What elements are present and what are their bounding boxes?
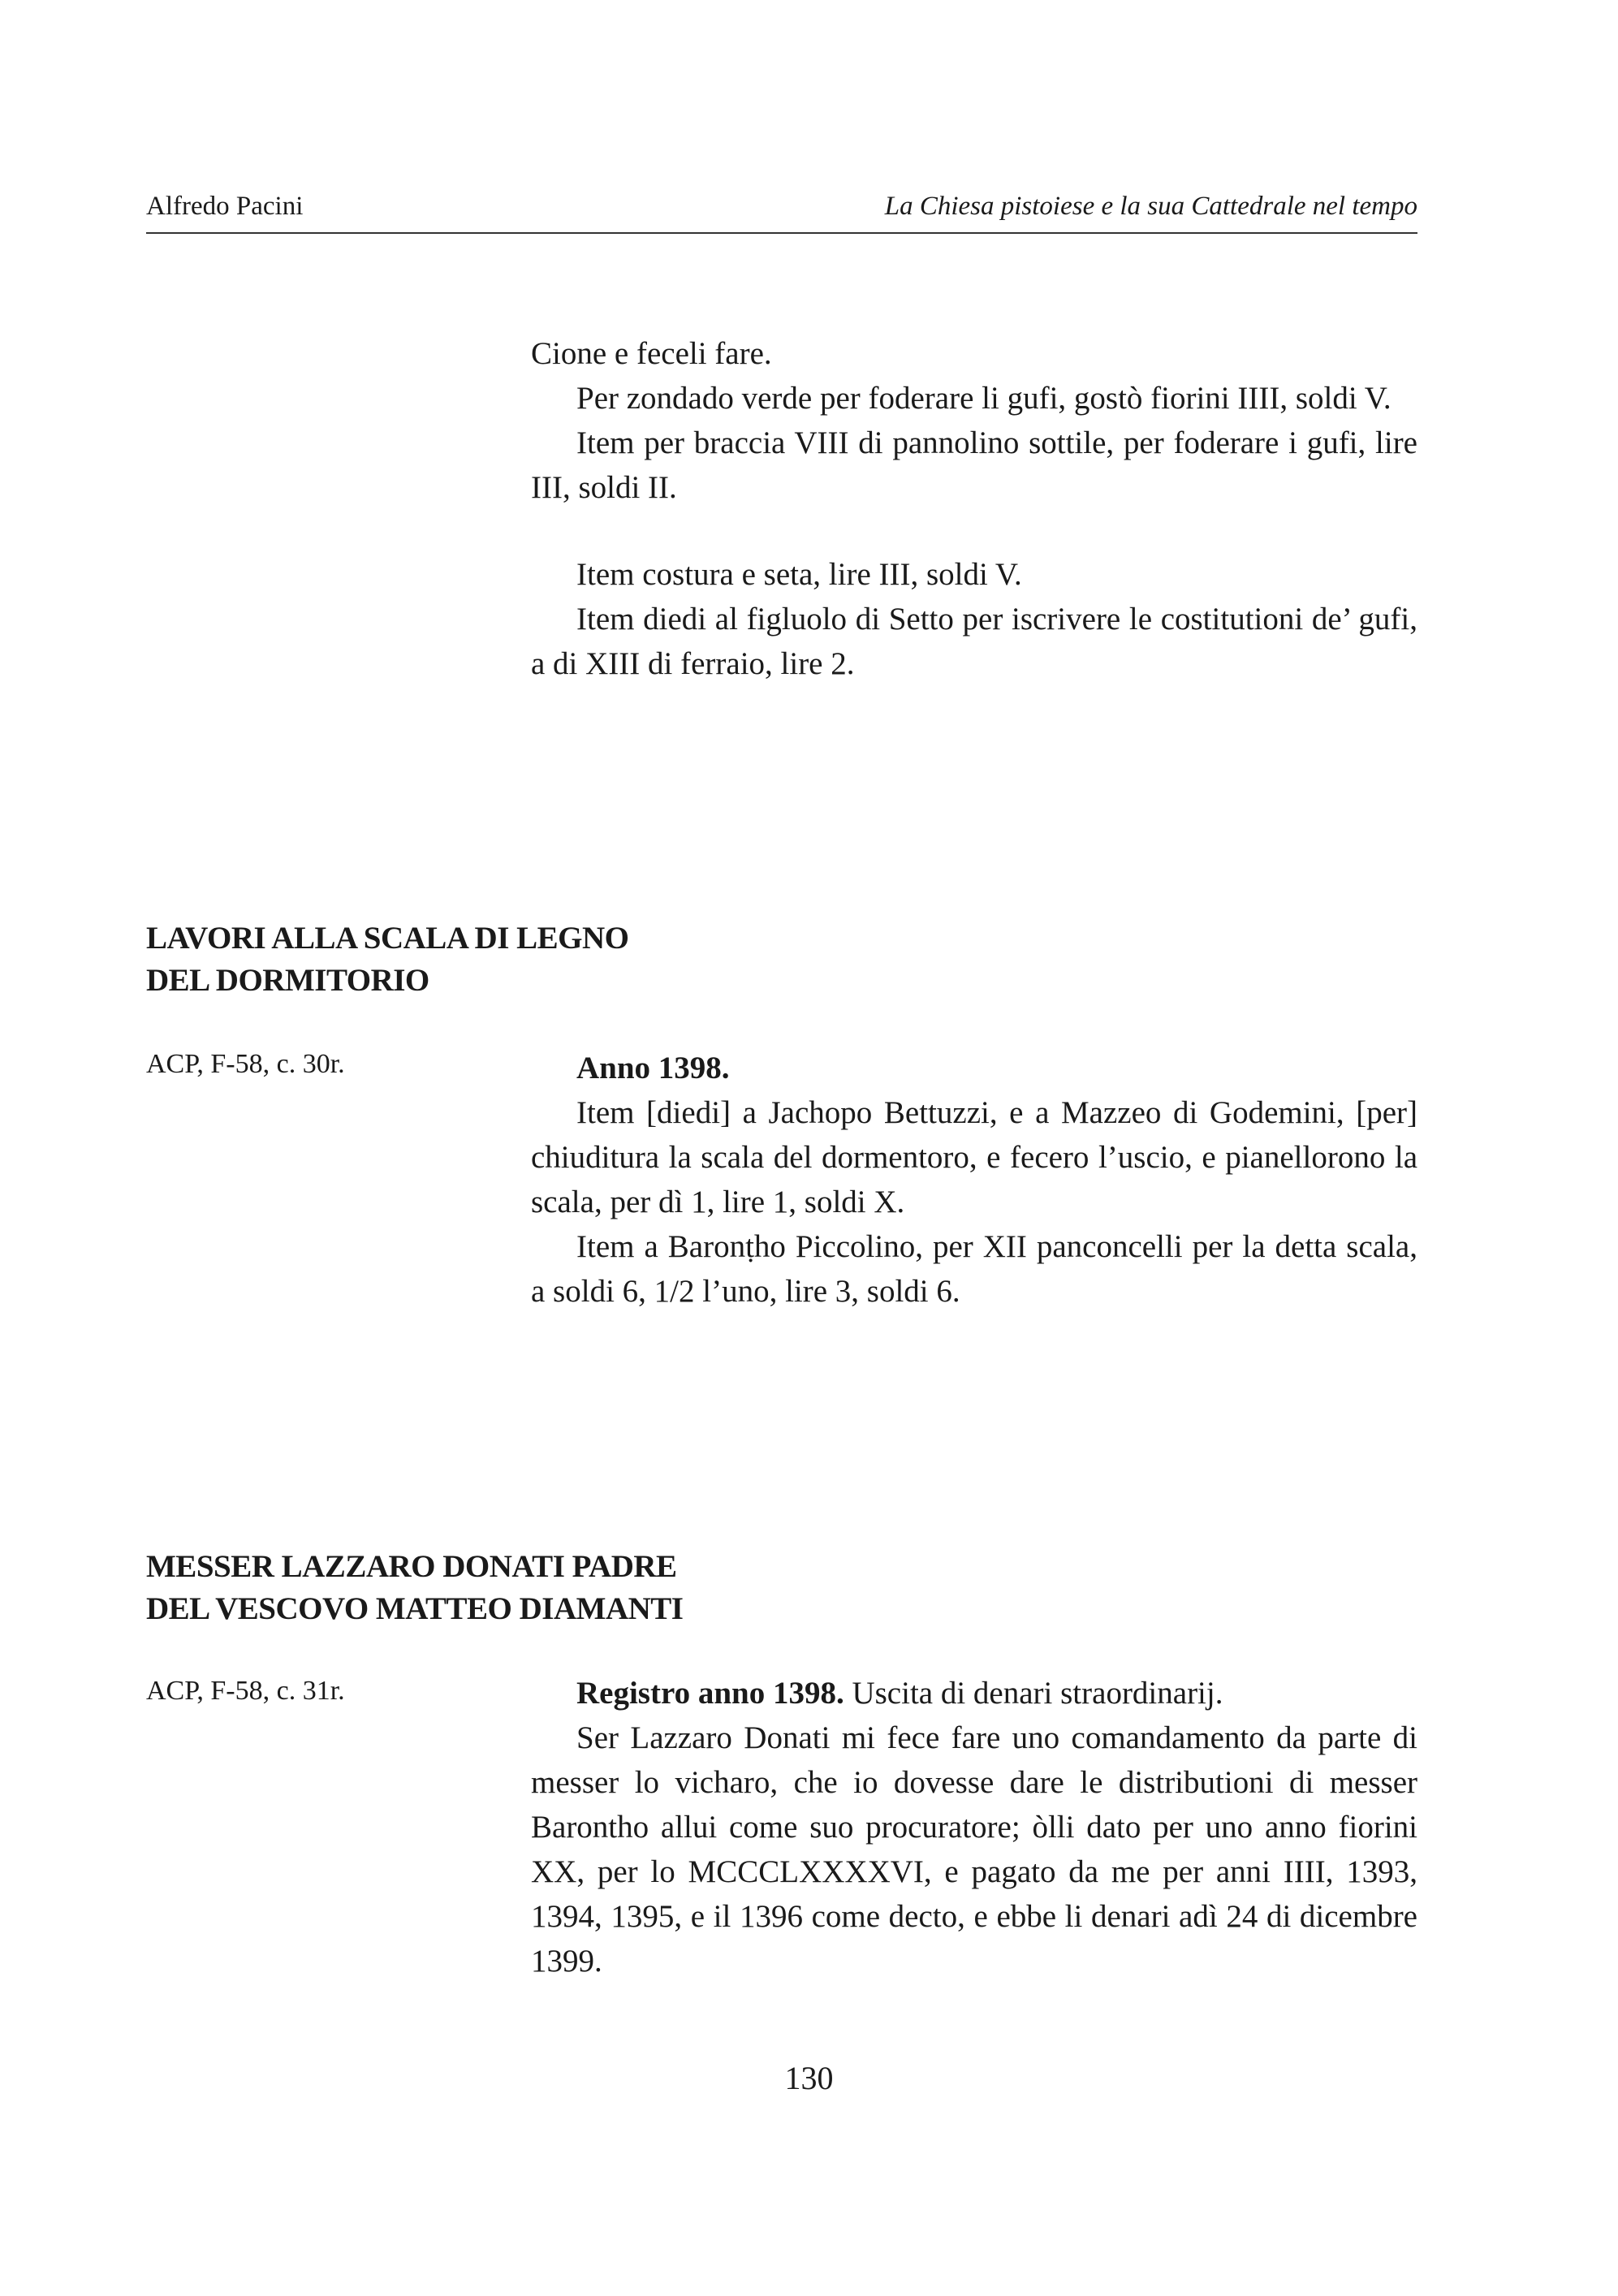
header-title: La Chiesa pistoiese e la sua Cattedrale nel tempo [884, 192, 1417, 221]
header-author: Alfredo Pacini [146, 192, 304, 221]
paragraph: Ser Lazzaro Donati mi fece fare uno comandamento da parte di messer lo vicharo, che io dovesse dare le distributioni di messer Barontho allui come suo procuratore; òlli dato per uno anno fiorini XX, per lo MCCCLXXXXVI, e pagato da me per anni IIII, 1393, 1394, 1395, e il 1396 come decto, e ebbe li denari adì 24 di dicembre 1399. [531, 1720, 1417, 1979]
paragraph: Per zondado verde per foderare li gufi, gostò fiorini IIII, soldi V. [576, 381, 1391, 416]
section-body-scala [531, 1046, 1417, 1314]
year-heading: Anno 1398. [576, 1051, 730, 1085]
running-header [146, 188, 1417, 234]
archive-reference: ACP, F-58, c. 30r. [146, 1049, 345, 1079]
registro-heading: Registro anno 1398. [576, 1676, 844, 1711]
paragraph: Item diedi al figluolo di Setto per iscrivere le costitutioni de’ gufi, a di XIII di ferraio, lire 2. [531, 602, 1417, 681]
page-number: 130 [784, 2060, 834, 2096]
paragraph: Item a Baronṭho Piccolino, per XII panconcelli per la detta scala, a soldi 6, 1/2 l’uno, lire 3, soldi 6. [531, 1229, 1417, 1309]
section-title-line: LAVORI ALLA SCALA DI LEGNO [146, 921, 629, 956]
section-body-lazzaro [531, 1671, 1417, 1983]
section-title-line: DEL DORMITORIO [146, 963, 429, 998]
continuation-text [531, 331, 1417, 686]
registro-description: Uscita di denari straordinarij. [844, 1676, 1223, 1711]
registro-line [531, 1671, 1417, 1716]
section-title-lazzaro [146, 1546, 683, 1630]
paragraph: Cione e feceli fare. [531, 336, 772, 371]
section-title-line: MESSER LAZZARO DONATI PADRE [146, 1549, 677, 1584]
section-title-scala [146, 917, 629, 1002]
archive-reference: ACP, F-58, c. 31r. [146, 1676, 345, 1706]
paragraph: Item costura e seta, lire III, soldi V. [576, 557, 1022, 592]
paragraph: Item [diedi] a Jachopo Bettuzzi, e a Mazzeo di Godemini, [per] chiuditura la scala del dormentoro, e fecero l’uscio, e pianellorono la scala, per dì 1, lire 1, soldi X. [531, 1095, 1417, 1219]
paragraph: Item per braccia VIII di pannolino sottile, per foderare i gufi, lire III, soldi II. [531, 425, 1417, 505]
section-title-line: DEL VESCOVO MATTEO DIAMANTI [146, 1591, 684, 1626]
